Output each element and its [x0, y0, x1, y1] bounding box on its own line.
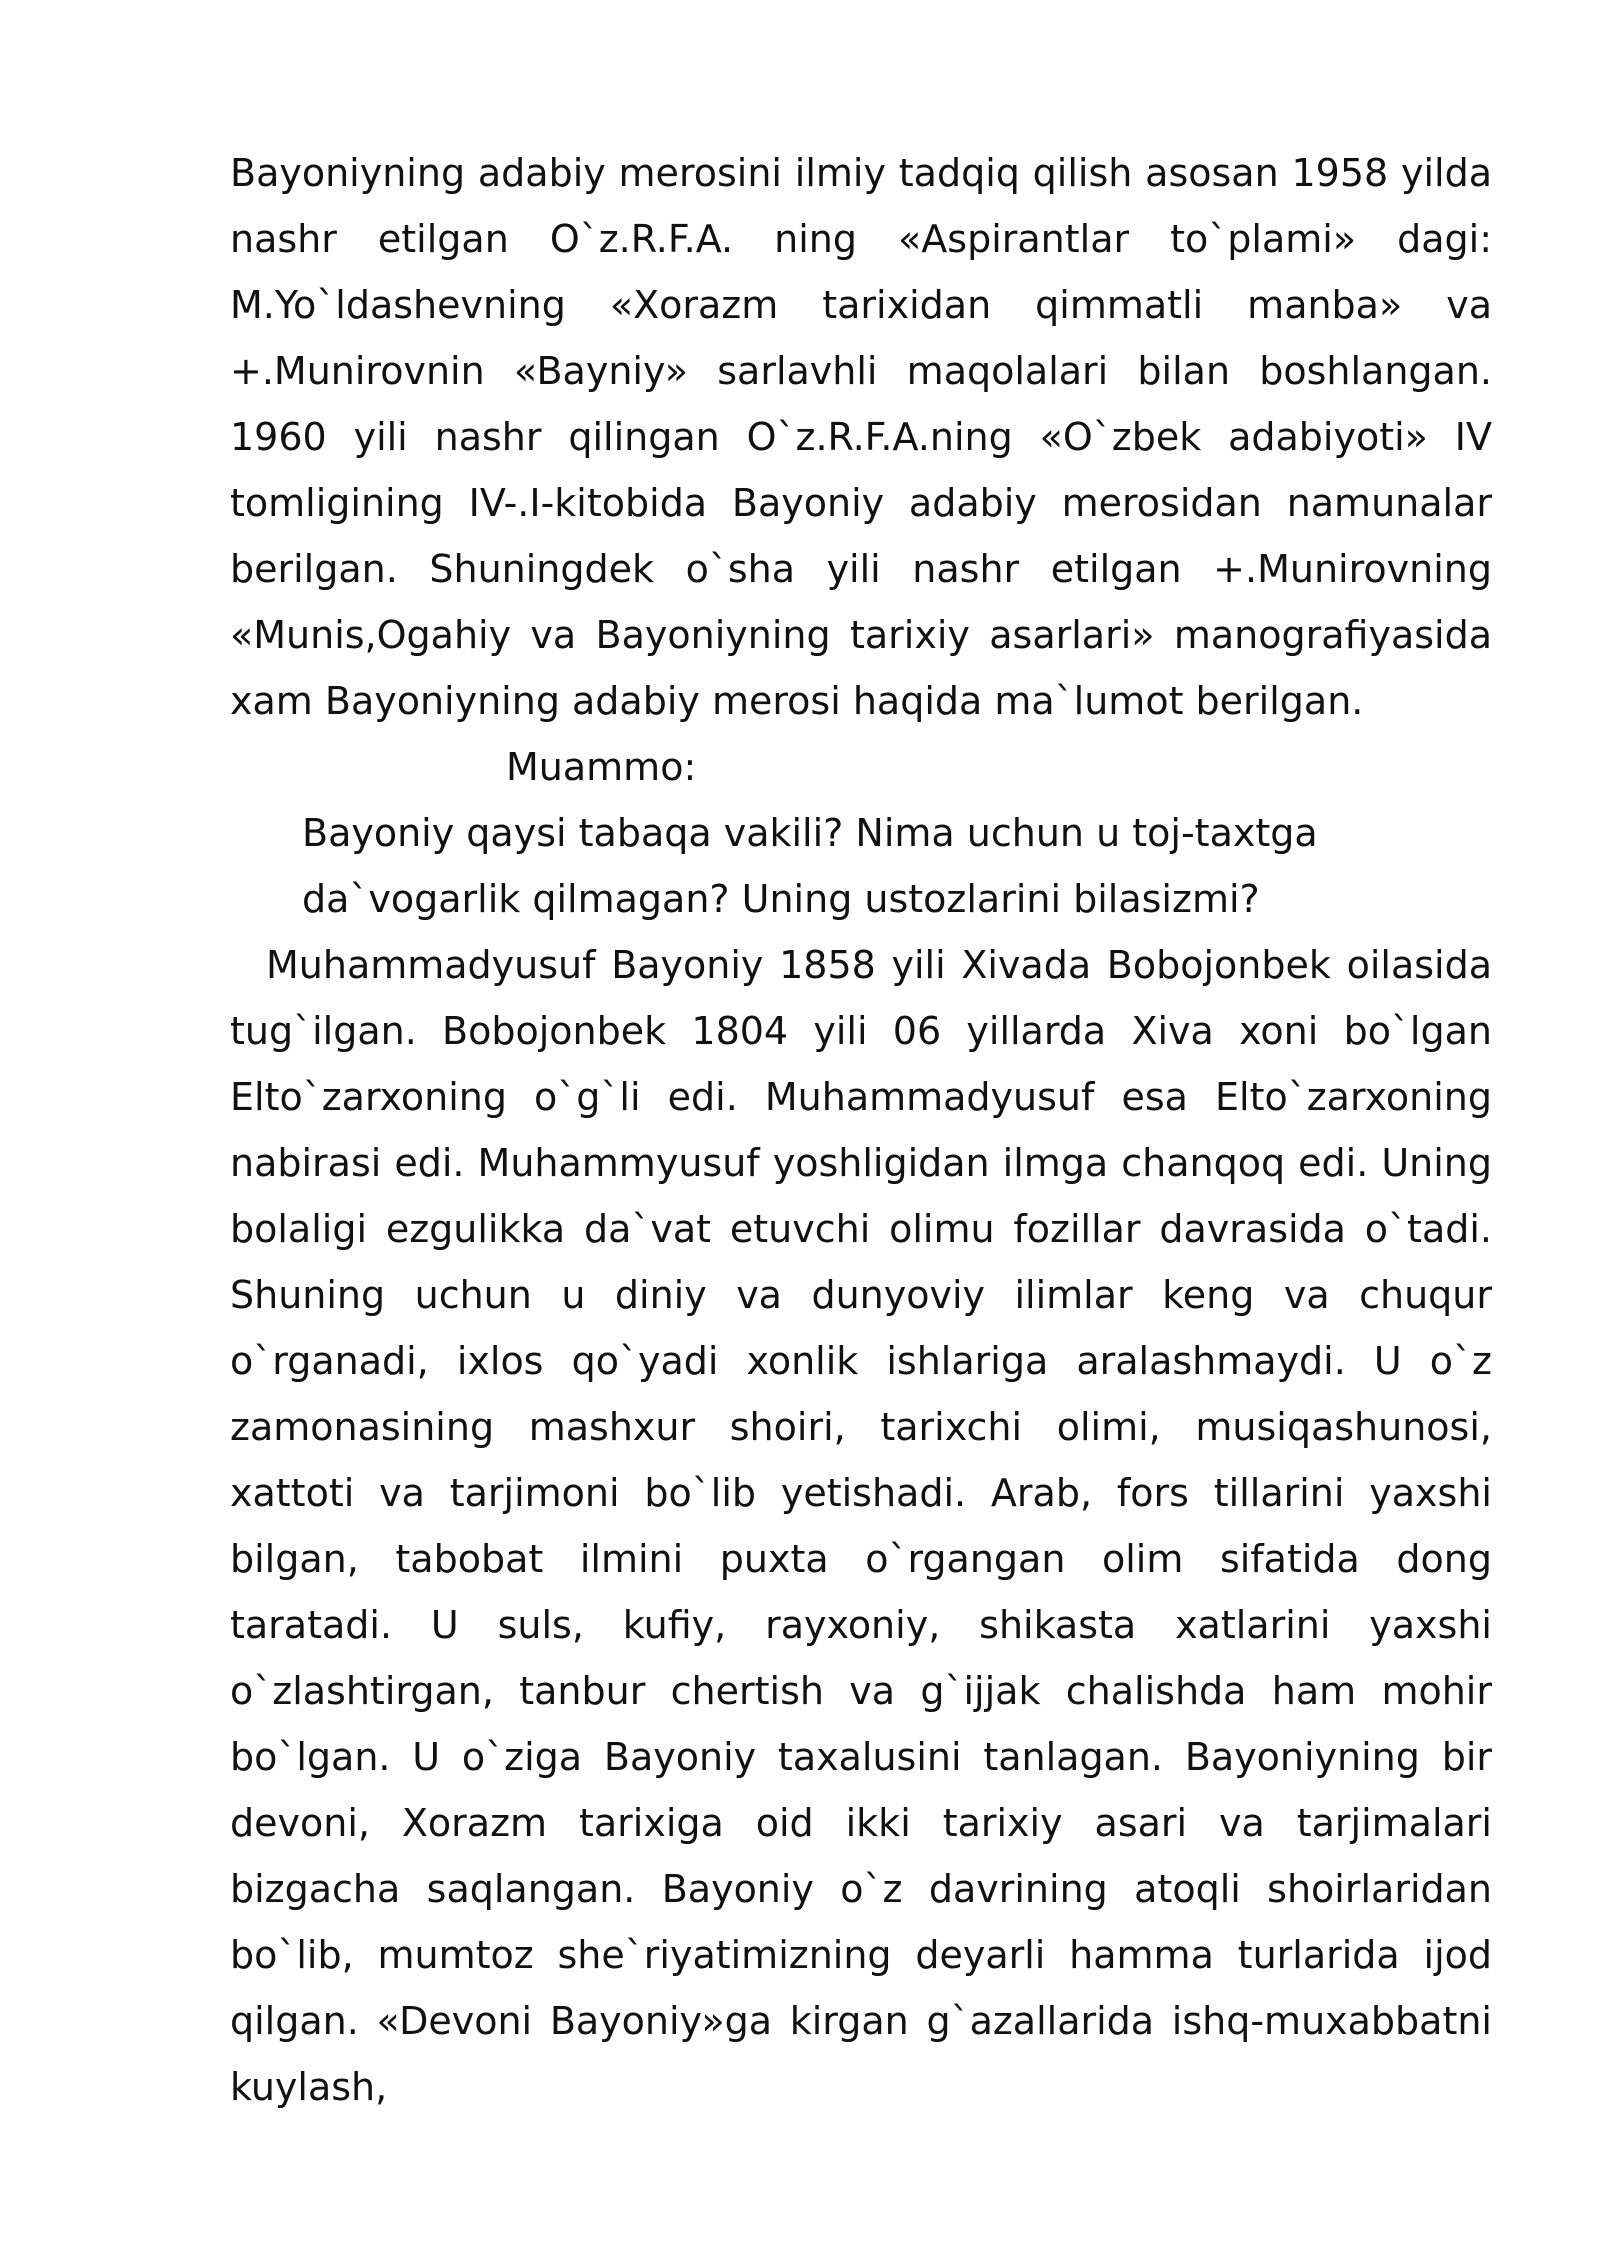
- document-page: [230, 140, 1492, 2120]
- problem-question-line-1: Bayoniy qaysi tabaqa vakili? Nima uchun u toj-taxtga: [302, 811, 1318, 855]
- problem-question-line-2: da`vogarlik qilmagan? Uning ustozlarini bilasizmi?: [302, 877, 1260, 921]
- paragraph-research-history: Bayoniyning adabiy merosini ilmiy tadqiq qilish asosan 1958 yilda nashr etilgan O`z.R.F.A. ning «Aspirantlar to`plami» dagi: M.Yo`ldashevning «Xorazm tarixidan qimmatli manba» va +.Munirovnin «Bayniy» sarlavhli maqolalari bilan boshlangan. 1960 yili nashr qilingan O`z.R.F.A.ning «O`zbek adabiyoti» IV tomligining IV-.I-kitobida Bayoniy adabiy merosidan namunalar berilgan. Shuningdek o`sha yili nashr etilgan +.Munirovning «Munis,Ogahiy va Bayoniyning tarixiy asarlari» manografiyasida xam Bayoniyning adabiy merosi haqida ma`lumot berilgan.: [230, 151, 1492, 723]
- problem-heading: Muammo:: [506, 745, 697, 789]
- paragraph-biography: Muhammadyusuf Bayoniy 1858 yili Xivada Bobojonbek oilasida tug`ilgan. Bobojonbek 1804 yili 06 yillarda Xiva xoni bo`lgan Elto`zarxoning o`g`li edi. Muhammadyusuf esa Elto`zarxoning nabirasi edi. Muhammyusuf yoshligidan ilmga chanqoq edi. Uning bolaligi ezgulikka da`vat etuvchi olimu fozillar davrasida o`tadi. Shuning uchun u diniy va dunyoviy ilimlar keng va chuqur o`rganadi, ixlos qo`yadi xonlik ishlariga aralashmaydi. U o`z zamonasining mashxur shoiri, tarixchi olimi, musiqashunosi, xattoti va tarjimoni bo`lib yetishadi. Arab, fors tillarini yaxshi bilgan, tabobat ilmini puxta o`rgangan olim sifatida dong taratadi. U suls, kufiy, rayxoniy, shikasta xatlarini yaxshi o`zlashtirgan, tanbur chertish va g`ijjak chalishda ham mohir bo`lgan. U o`ziga Bayoniy taxalusini tanlagan. Bayoniyning bir devoni, Xorazm tarixiga oid ikki tarixiy asari va tarjimalari bizgacha saqlangan. Bayoniy o`z davrining atoqli shoirlaridan bo`lib, mumtoz she`riyatimizning deyarli hamma turlarida ijod qilgan. «Devoni Bayoniy»ga kirgan g`azallarida ishq-muxabbatni kuylash,: [230, 943, 1492, 2109]
